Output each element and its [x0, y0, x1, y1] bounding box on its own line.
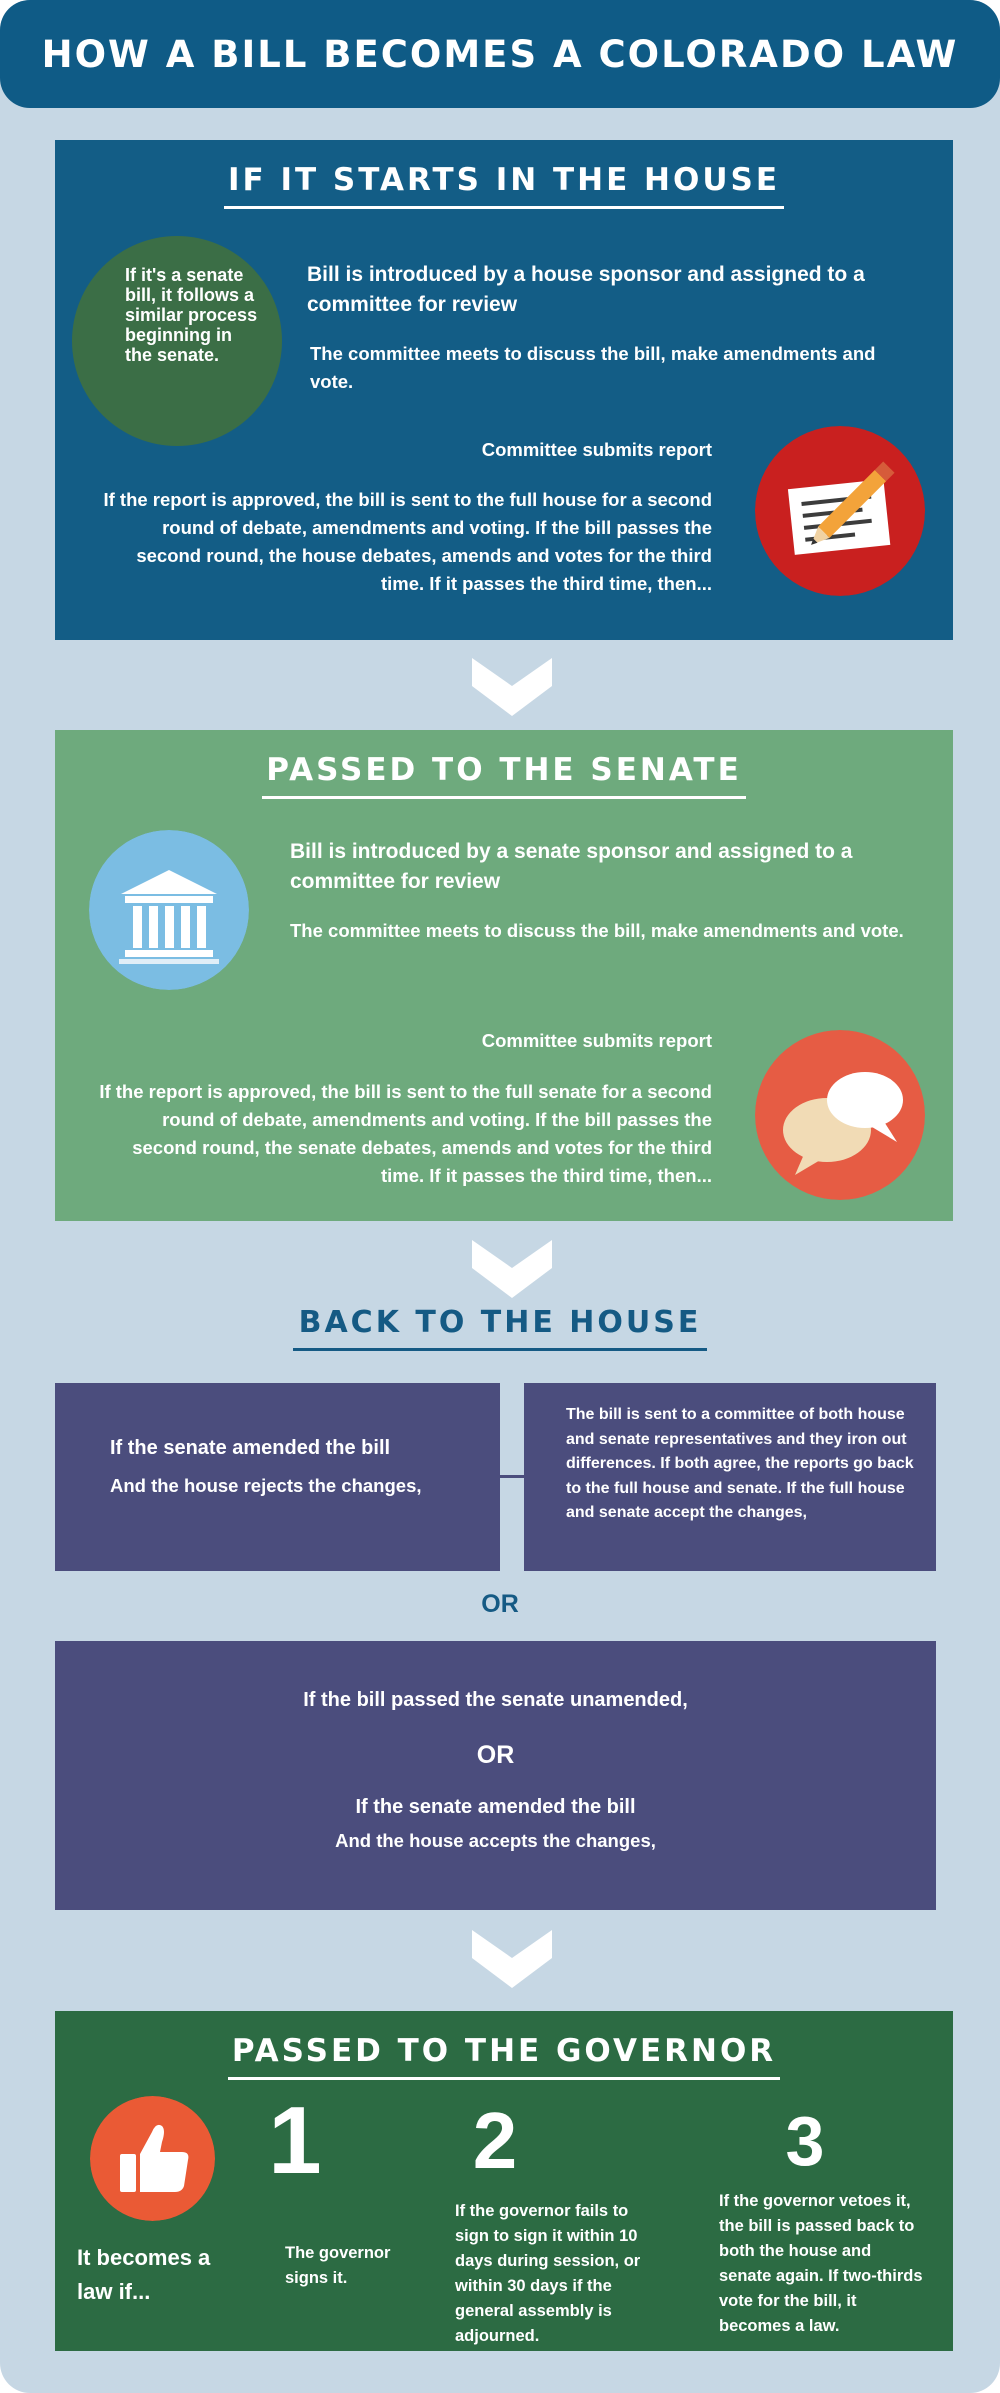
- governor-section: [55, 2011, 953, 2351]
- thumbs-up-icon: [90, 2096, 215, 2221]
- conference-text: The bill is sent to a committee of both house and senate representatives and they iron out differences. If both agree, the reports go back to the full house and senate. If the full house and senate accept the changes,: [566, 1406, 914, 1521]
- governor-section-title: PASSED TO THE GOVERNOR: [55, 2033, 953, 2080]
- amended-line-1: If the senate amended the bill: [110, 1437, 391, 1459]
- option-2-text: If the governor fails to sign to sign it within 10 days during session, or within 30 days if the general assembly is adjourned.: [455, 2202, 641, 2345]
- pencil-paper-icon: [755, 426, 925, 596]
- option-number-1: 1: [268, 2087, 322, 2194]
- senate-committee-text: The committee meets to discuss the bill, make amendments and vote.: [290, 920, 904, 941]
- connector-line: [500, 1475, 524, 1478]
- conference-committee-box: [524, 1383, 936, 1571]
- house-report-heading: Committee submits report: [481, 439, 712, 460]
- house-section-title: IF IT STARTS IN THE HOUSE: [55, 162, 953, 209]
- back-to-house-title: BACK TO THE HOUSE: [0, 1305, 1000, 1351]
- house-report-text: If the report is approved, the bill is sent to the full house for a second round of debate, amendments and voting. If the bill passes the second round, the house debates, amends and votes for the third time. If it passes the third time, then...: [103, 489, 712, 594]
- unamended-text: If the bill passed the senate unamended,: [303, 1689, 688, 1711]
- speech-bubbles-icon: [755, 1030, 925, 1200]
- house-section: [55, 140, 953, 640]
- law-if-text: It becomes a law if...: [77, 2245, 211, 2304]
- capitol-building-icon: [89, 830, 249, 990]
- or-inner-label: OR: [476, 1741, 515, 1769]
- senate-unamended-box: [55, 1641, 936, 1910]
- senate-section: [55, 730, 953, 1221]
- chevron-down-icon: [472, 1930, 552, 1990]
- amended-line-2: And the house rejects the changes,: [110, 1475, 422, 1496]
- page-title: HOW A BILL BECOMES A COLORADO LAW: [41, 32, 959, 76]
- accepted-line-2: And the house accepts the changes,: [335, 1830, 656, 1851]
- or-label: OR: [481, 1590, 519, 1618]
- option-number-2: 2: [472, 2096, 518, 2185]
- chevron-down-icon: [472, 1240, 552, 1300]
- option-number-3: 3: [785, 2102, 825, 2180]
- accepted-line-1: If the senate amended the bill: [355, 1796, 636, 1818]
- house-intro-text: Bill is introduced by a house sponsor and assigned to a committee for review: [307, 263, 865, 316]
- senate-report-heading: Committee submits report: [481, 1030, 712, 1051]
- senate-amended-box: [55, 1383, 500, 1571]
- option-3-text: If the governor vetoes it, the bill is passed back to both the house and senate again. If two-thirds vote for the bill, it becomes a law.: [719, 2192, 923, 2335]
- senate-intro-text: Bill is introduced by a senate sponsor and assigned to a committee for review: [290, 840, 853, 893]
- chevron-down-icon: [472, 658, 552, 718]
- senate-report-text: If the report is approved, the bill is sent to the full senate for a second round of debate, amendments and voting. If the bill passes the second round, the senate debates, amends and votes for the third time. If it passes the third time, then...: [99, 1081, 712, 1186]
- senate-note-text: If it's a senate bill, it follows a similar process beginning in the senate.: [125, 265, 258, 365]
- house-committee-text: The committee meets to discuss the bill, make amendments and vote.: [310, 343, 876, 392]
- page-header: [0, 0, 1000, 108]
- option-1-text: The governor signs it.: [285, 2244, 391, 2287]
- senate-section-title: PASSED TO THE SENATE: [55, 752, 953, 799]
